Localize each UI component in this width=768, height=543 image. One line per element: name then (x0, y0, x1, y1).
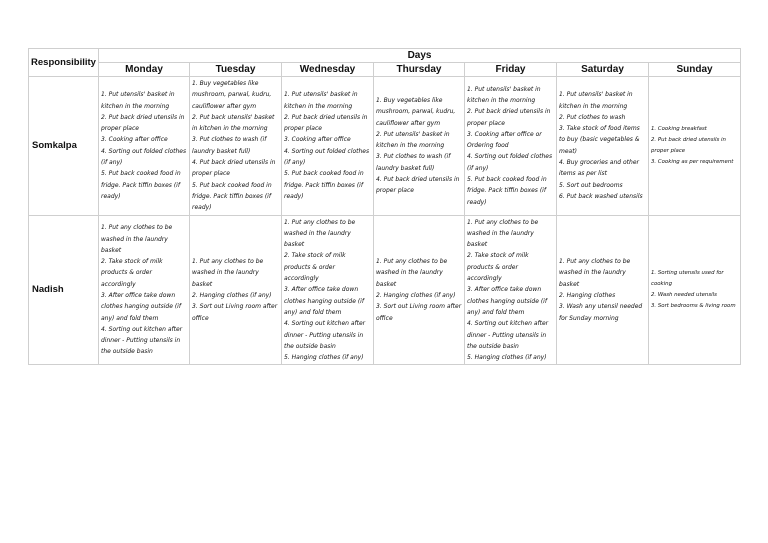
task-item: 2. Wash needed utensils (651, 291, 717, 298)
task-item: 5. Put back cooked food in fridge. Pack tiffin boxes (if ready) (284, 170, 364, 200)
task-cell-sunday (649, 77, 741, 216)
task-item: 2. Hanging clothes (559, 291, 616, 299)
task-item: 1. Put any clothes to be washed in the laundry basket (101, 224, 173, 254)
task-item: 4. Buy groceries and other items as per list (559, 159, 639, 178)
task-item: 4. Sorting out folded clothes (if any) (467, 153, 553, 172)
task-item: 4. Sorting out kitchen after dinner - Putting utensils in the outside basin (467, 320, 549, 350)
task-item: 2. Take stock of milk products & order accordingly (101, 258, 163, 288)
task-item: 1. Put any clothes to be washed in the laundry basket (284, 218, 356, 249)
task-item: 1. Put any clothes to be washed in the laundry basket (192, 258, 264, 288)
task-item: 3. Cooking after office (284, 136, 351, 144)
task-item: 1. Put utensils' basket in kitchen in the morning (101, 91, 175, 110)
person-name: Nadish (29, 215, 99, 365)
task-item: 2. Put back dried utensils in proper place (101, 113, 185, 133)
task-item: 1. Put any clothes to be washed in the laundry basket (559, 258, 631, 288)
task-item: 3. Take stock of food items to buy (basic vegetables & meat) (559, 125, 640, 155)
task-cell-monday (99, 77, 190, 216)
task-item: 4. Sorting out kitchen after dinner - Putting utensils in the outside basin (101, 325, 183, 356)
task-cell-friday (465, 215, 557, 365)
task-item: 2. Put back dried utensils in proper place (467, 108, 551, 127)
task-item: 3. Sort out Living room after office (192, 303, 278, 322)
task-item: 3. Wash any utensil needed for Sunday morning (559, 303, 643, 322)
task-item: 3. Sort out Living room after office (376, 303, 462, 322)
task-item: 5. Hanging clothes (if any) (284, 354, 364, 362)
day-header-tuesday: Tuesday (190, 63, 282, 77)
schedule-sheet (28, 48, 741, 365)
day-header-sunday: Sunday (649, 63, 741, 77)
task-cell-tuesday (190, 215, 282, 365)
task-item: 3. After office take down clothes hanging outside (if any) and fold them (101, 291, 181, 322)
day-header-thursday: Thursday (374, 63, 465, 77)
task-item: 5. Put back cooked food in fridge. Pack tiffin boxes (if ready) (101, 170, 181, 200)
task-item: 1. Sorting utensils used for cooking (651, 269, 724, 287)
task-item: 4. Put back dried utensils in proper place (376, 176, 460, 195)
task-item: 1. Buy vegetables like mushroom, parwal, kudru, cauliflower after gym (376, 96, 456, 127)
task-cell-saturday (557, 215, 649, 365)
task-cell-wednesday (282, 215, 374, 365)
days-header: Days (99, 49, 741, 63)
task-cell-saturday (557, 77, 649, 216)
task-cell-friday (465, 77, 557, 216)
task-item: 6. Put back washed utensils (559, 192, 643, 200)
day-header-monday: Monday (99, 63, 190, 77)
task-item: 2. Put back dried utensils in proper place (651, 136, 726, 154)
task-cell-wednesday (282, 77, 374, 216)
task-item: 5. Hanging clothes (if any) (467, 354, 547, 362)
task-item: 1. Buy vegetables like mushroom, parwal, kudru, cauliflower after gym (192, 80, 272, 110)
task-item: 3. Cooking after office or Ordering food (467, 130, 542, 150)
task-item: 3. Put clothes to wash (if laundry basket full) (192, 136, 267, 155)
task-item: 1. Put utensils' basket in kitchen in the morning (284, 91, 358, 110)
responsibility-header: Responsibility (29, 49, 99, 77)
task-item: 2. Put clothes to wash (559, 113, 626, 121)
task-item: 4. Sorting out folded clothes (if any) (101, 147, 187, 167)
task-item: 2. Take stock of milk products & order accordingly (467, 252, 529, 283)
table-row (29, 77, 741, 216)
task-item: 4. Put back dried utensils in proper place (192, 159, 276, 178)
responsibility-table (28, 48, 741, 365)
task-item: 3. Cooking as per requirement (651, 158, 734, 165)
task-item: 2. Hanging clothes (if any) (192, 291, 272, 299)
task-item: 2. Put back dried utensils in proper place (284, 113, 368, 133)
task-item: 5. Put back cooked food in fridge. Pack tiffin boxes (if ready) (192, 181, 272, 212)
day-header-friday: Friday (465, 63, 557, 77)
task-item: 2. Take stock of milk products & order accordingly (284, 252, 346, 283)
task-item: 2. Put back utensils' basket in kitchen in the morning (192, 113, 275, 133)
task-item: 2. Hanging clothes (if any) (376, 291, 456, 299)
task-cell-thursday (374, 215, 465, 365)
task-item: 1. Put any clothes to be washed in the laundry basket (376, 258, 448, 288)
task-item: 1. Put any clothes to be washed in the laundry basket (467, 218, 539, 249)
header-row-weekdays (29, 63, 741, 77)
table-row (29, 215, 741, 365)
task-item: 3. Sort bedrooms & living room (651, 302, 736, 309)
task-item: 2. Put utensils' basket in kitchen in the morning (376, 130, 450, 150)
person-name: Somkalpa (29, 77, 99, 216)
task-item: 4. Sorting out kitchen after dinner - Putting utensils in the outside basin (284, 320, 366, 350)
task-item: 4. Sorting out folded clothes (if any) (284, 147, 370, 167)
task-item: 5. Put back cooked food in fridge. Pack tiffin boxes (if ready) (467, 176, 547, 206)
task-cell-thursday (374, 77, 465, 216)
task-item: 1. Cooking breakfast (651, 125, 707, 132)
task-item: 3. After office take down clothes hanging outside (if any) and fold them (467, 286, 547, 316)
task-item: 3. Put clothes to wash (if laundry basket full) (376, 153, 451, 172)
day-header-saturday: Saturday (557, 63, 649, 77)
header-row-days (29, 49, 741, 63)
task-item: 5. Sort out bedrooms (559, 181, 623, 189)
task-item: 1. Put utensils' basket in kitchen in the morning (559, 91, 633, 110)
task-item: 1. Put utensils' basket in kitchen in the morning (467, 85, 541, 104)
task-item: 3. Cooking after office (101, 136, 168, 144)
task-cell-sunday (649, 215, 741, 365)
task-item: 3. After office take down clothes hanging outside (if any) and fold them (284, 286, 364, 316)
task-cell-tuesday (190, 77, 282, 216)
day-header-wednesday: Wednesday (282, 63, 374, 77)
task-cell-monday (99, 215, 190, 365)
